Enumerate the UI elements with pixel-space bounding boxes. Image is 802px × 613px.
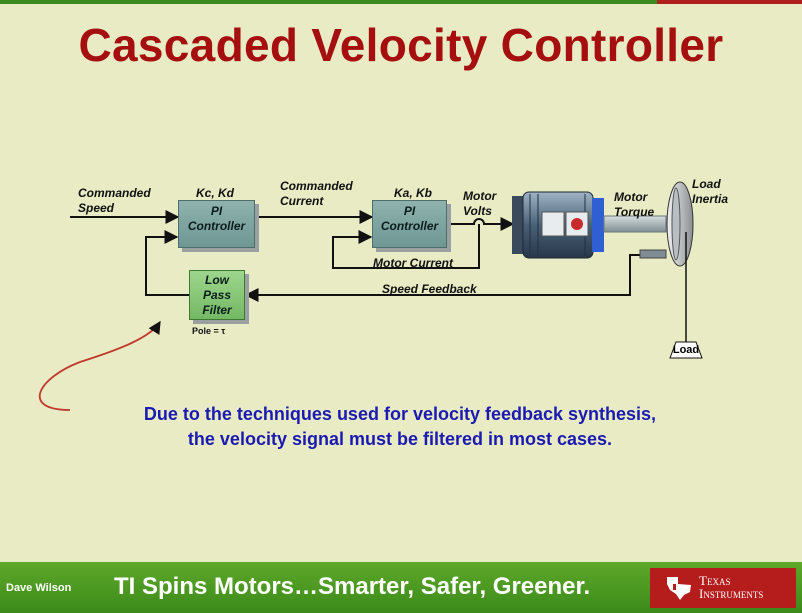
lpf-line2: Pass [202, 288, 232, 302]
lpf-line3: Filter [202, 303, 232, 317]
speed-feedback-label: Speed Feedback [382, 282, 477, 296]
ka-kb-label: Ka, Kb [394, 186, 433, 200]
pi-controller-speed [178, 200, 255, 248]
commanded-speed-label [78, 186, 151, 216]
motor-volts-line1: Motor [463, 189, 497, 203]
load-label: Load [672, 344, 700, 356]
footer-author: Dave Wilson [6, 582, 72, 594]
pi2-line2: Controller [380, 219, 439, 233]
load-inertia-label [692, 177, 728, 207]
slide-title: Cascaded Velocity Controller [78, 19, 724, 71]
motor-volts-label [463, 189, 496, 219]
lpf-line1: Low [205, 273, 229, 287]
texas-state-icon [664, 575, 694, 601]
motor-torque-line2: Torque [614, 205, 655, 219]
pole-label: Pole = τ [192, 326, 226, 336]
footer-slogan: TI Spins Motors…Smarter, Safer, Greener. [114, 573, 591, 600]
motor-torque-line1: Motor [614, 190, 648, 204]
load-flywheel [667, 182, 693, 266]
ti-logo-line1: Texas [699, 573, 731, 588]
pi-controller-current [372, 200, 447, 248]
explanation-line2: the velocity signal must be filtered in most cases. [187, 429, 613, 449]
pi1-line1: PI [210, 204, 223, 218]
motor-volts-line2: Volts [463, 204, 492, 218]
pointer-arrow [40, 322, 160, 410]
footer-bar [0, 562, 802, 613]
explanation-text [60, 402, 740, 452]
ti-logo [650, 568, 796, 608]
load-inertia-line2: Inertia [692, 192, 729, 206]
commanded-current-line2: Current [280, 194, 324, 208]
load-inertia-line1: Load [692, 177, 721, 191]
commanded-speed-line2: Speed [78, 201, 115, 215]
motor-volts-arrow [448, 219, 513, 224]
explanation-line1: Due to the techniques used for velocity feedback synthesis, [143, 404, 657, 424]
kc-kd-label: Kc, Kd [196, 186, 235, 200]
low-pass-filter-block [189, 270, 245, 320]
pi1-line2: Controller [187, 219, 246, 233]
commanded-current-line1: Commanded [280, 179, 353, 193]
motor-torque-label [614, 190, 654, 220]
commanded-current-label [280, 179, 353, 209]
pi2-line1: PI [403, 204, 416, 218]
commanded-speed-line1: Commanded [78, 186, 151, 200]
ti-logo-line2: Instruments [699, 586, 764, 601]
motor-current-label: Motor Current [373, 256, 453, 270]
ti-logo-text [699, 574, 763, 600]
